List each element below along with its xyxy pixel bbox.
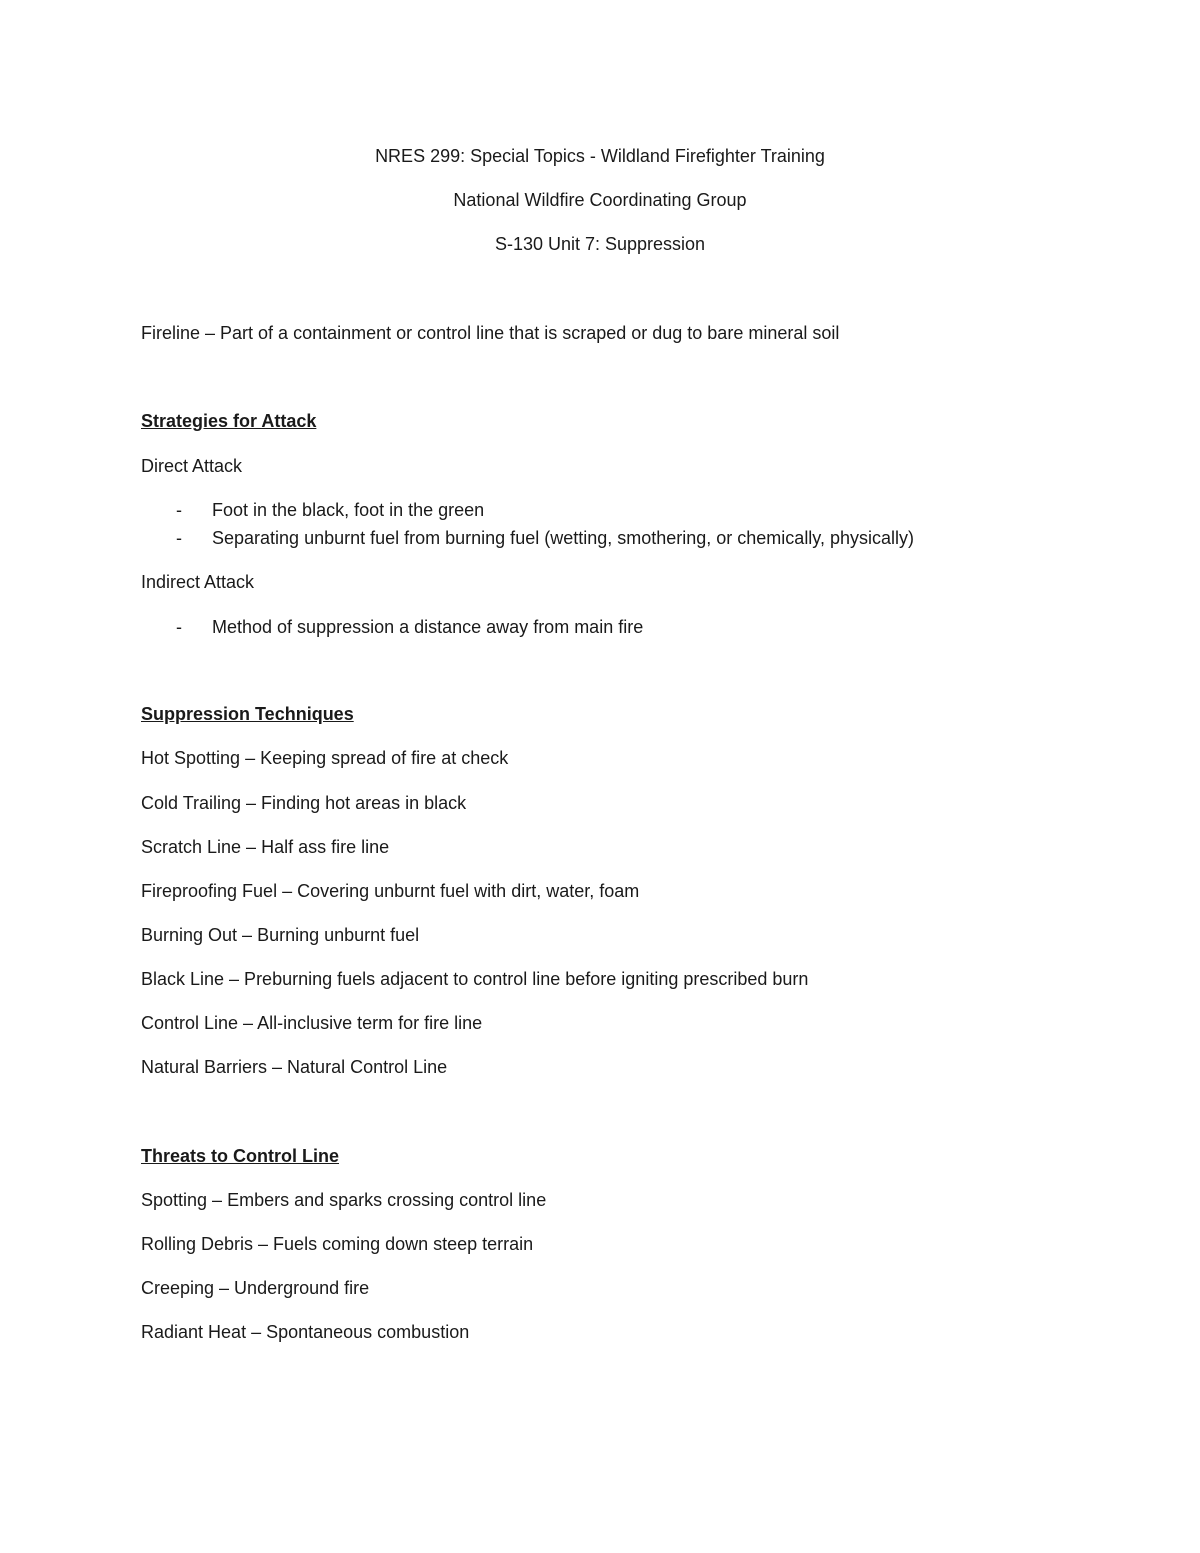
course-title: NRES 299: Special Topics - Wildland Firefighter Training: [375, 146, 825, 166]
technique-item: Black Line – Preburning fuels adjacent to control line before igniting prescribed burn: [141, 969, 809, 989]
indirect-attack-bullet: Method of suppression a distance away from main fire: [212, 617, 644, 637]
bullet-marker: -: [176, 500, 182, 520]
technique-item: Control Line – All-inclusive term for fire line: [141, 1013, 483, 1033]
bullet-marker: -: [176, 528, 182, 548]
direct-attack-label: Direct Attack: [141, 456, 243, 476]
threat-item: Radiant Heat – Spontaneous combustion: [141, 1322, 470, 1342]
fireline-definition: Fireline – Part of a containment or control line that is scraped or dug to bare mineral soil: [141, 323, 840, 343]
bullet-marker: -: [176, 617, 182, 637]
strategies-heading: Strategies for Attack: [141, 411, 317, 431]
techniques-heading: Suppression Techniques: [141, 704, 354, 724]
indirect-attack-label: Indirect Attack: [141, 572, 255, 592]
technique-item: Fireproofing Fuel – Covering unburnt fuel with dirt, water, foam: [141, 881, 640, 901]
technique-item: Hot Spotting – Keeping spread of fire at check: [141, 748, 509, 768]
technique-item: Cold Trailing – Finding hot areas in black: [141, 793, 467, 813]
technique-item: Natural Barriers – Natural Control Line: [141, 1057, 448, 1077]
threat-item: Rolling Debris – Fuels coming down steep terrain: [141, 1234, 534, 1254]
threat-item: Creeping – Underground fire: [141, 1278, 370, 1298]
threat-item: Spotting – Embers and sparks crossing control line: [141, 1190, 547, 1210]
technique-item: Burning Out – Burning unburnt fuel: [141, 925, 420, 945]
organization-title: National Wildfire Coordinating Group: [453, 190, 747, 210]
direct-attack-bullet: Foot in the black, foot in the green: [212, 500, 485, 520]
unit-title: S-130 Unit 7: Suppression: [494, 234, 706, 254]
direct-attack-bullet: Separating unburnt fuel from burning fuel (wetting, smothering, or chemically, physically): [212, 528, 914, 548]
threats-heading: Threats to Control Line: [141, 1146, 339, 1166]
technique-item: Scratch Line – Half ass fire line: [141, 837, 390, 857]
